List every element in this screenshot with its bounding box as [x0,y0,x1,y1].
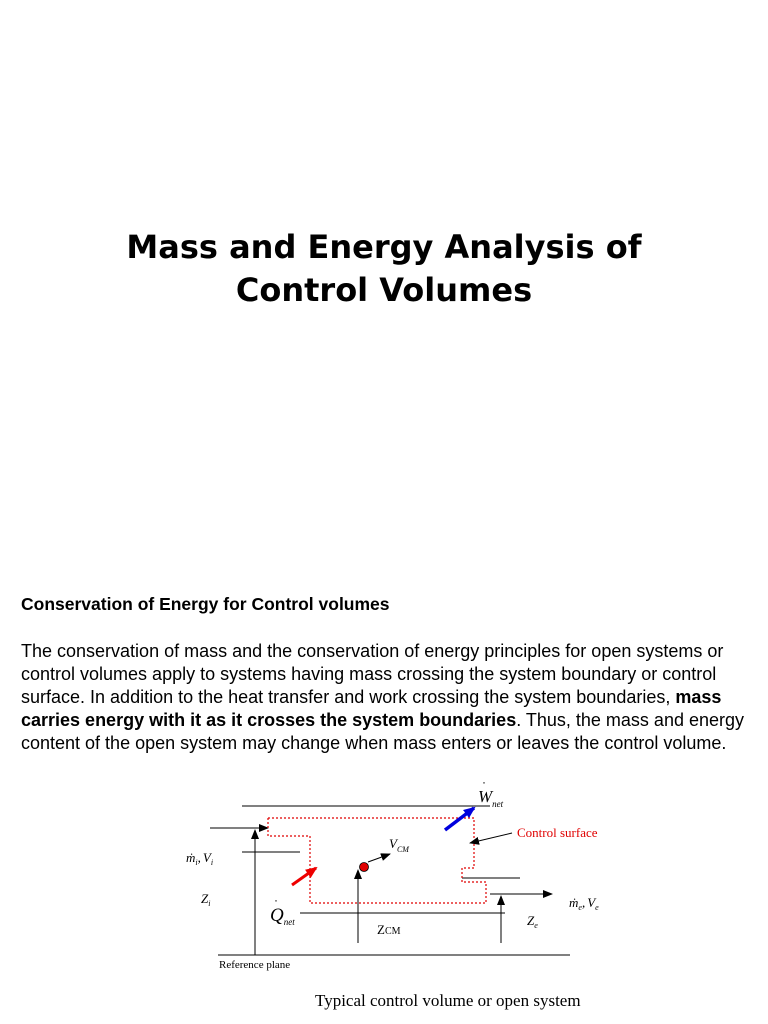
control-surface-label: Control surface [517,825,598,840]
zcm-label: ZCM [377,922,401,937]
exit-label: ṁ$_e$, $V_e$ [569,895,599,912]
work-label: $W_{net}$ [478,787,504,809]
heat-dot: · [274,893,278,907]
control-surface-pointer [470,833,512,843]
section-paragraph [21,640,756,755]
work-dot: · [482,775,486,789]
heat-label: $Q_{net}$ [270,905,295,927]
control-volume-figure [0,770,768,1020]
zi-label: $Z_i$ [201,891,211,908]
work-arrow [445,808,474,830]
title-line-1: Mass and Energy Analysis of [126,228,642,266]
section-heading: Conservation of Energy for Control volumes [21,594,390,614]
title-line-2: Control Volumes [235,271,533,309]
heat-arrow [292,868,316,885]
reference-plane-label: Reference plane [219,959,291,971]
vcm-label: $V_{CM}$ [389,836,409,854]
vcm-velocity-arrow [368,854,390,862]
control-surface-boundary [268,818,486,903]
page-title [0,226,768,312]
figure-caption: Typical control volume or open system [315,991,581,1010]
paragraph-text-1: The conservation of mass and the conservation of energy principles for open systems or control volumes apply to systems having mass crossing the system boundary or control surface. In addition to the heat transfer and work crossing the system boundaries, [21,641,724,707]
mass-center-dot [360,863,369,872]
inlet-label: ṁ$_i$, $V_i$ [186,850,214,867]
paragraph-bold-text: mass carries energy with it as it crosses the system boundaries [21,687,722,730]
paragraph-text-2: . Thus, the mass and energy content of the open system may change when mass enters or leaves the control volume. [21,710,744,753]
ze-label: $Z_e$ [527,913,538,930]
